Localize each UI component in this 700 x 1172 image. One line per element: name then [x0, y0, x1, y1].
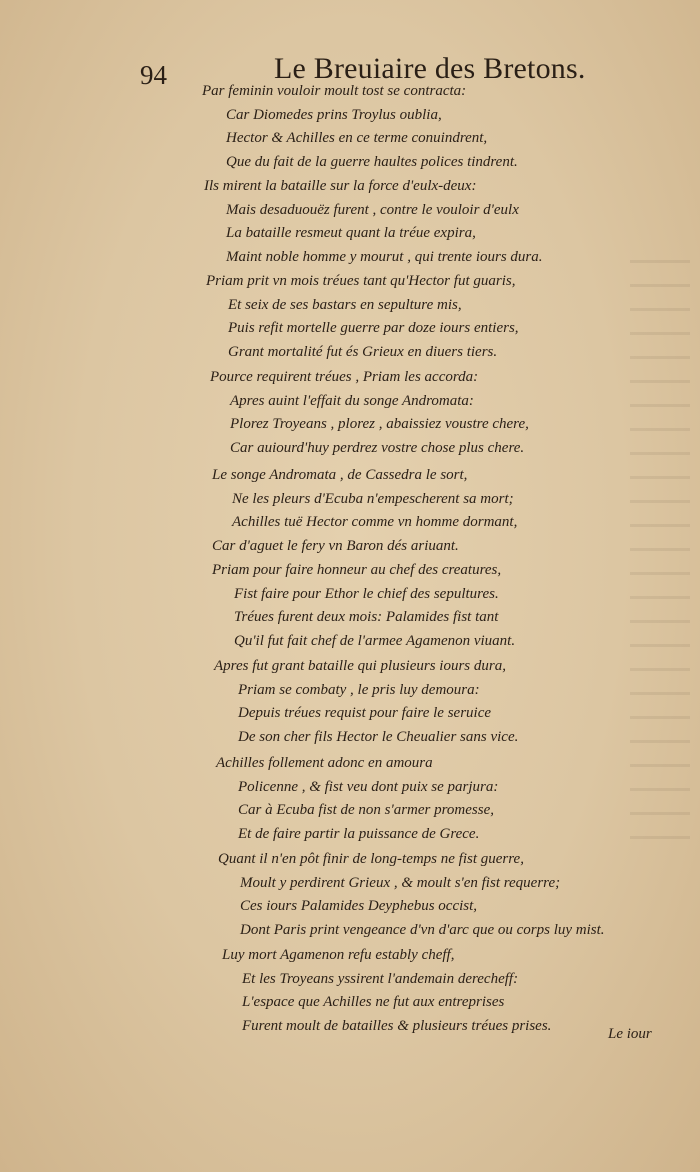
stanza-10 — [0, 944, 700, 1038]
verse-line: Moult y perdirent Grieux , & moult s'en fist requerre; — [240, 874, 561, 891]
verse-line: Qu'il fut fait chef de l'armee Agamenon viuant. — [234, 632, 516, 649]
verse-line: L'espace que Achilles ne fut aux entreprises — [242, 994, 505, 1010]
verse-line: Pource requirent tréues , Priam les accorda: — [210, 369, 479, 385]
verse-line: Dont Paris print vengeance d'vn d'arc que ou corps luy mist. — [240, 921, 605, 938]
running-title: Le Breuiaire des Bretons. — [274, 52, 586, 85]
verse-line: Par feminin vouloir moult tost se contracta: — [202, 83, 467, 99]
verse-line: Achilles follement adonc en amoura — [216, 755, 433, 771]
verse-line: Car d'aguet le fery vn Baron dés ariuant. — [212, 537, 459, 554]
verse-line: De son cher fils Hector le Cheualier sans vice. — [238, 728, 519, 745]
stanza-1 — [0, 80, 700, 174]
verse-line: Policenne , & fist veu dont puix se parjura: — [238, 778, 499, 795]
verse-line: Ne les pleurs d'Ecuba n'empescherent sa mort; — [232, 490, 514, 507]
stanza-9 — [0, 848, 700, 942]
verse-line: La bataille resmeut quant la tréue expira, — [226, 225, 476, 241]
stanza-6 — [0, 559, 700, 653]
verse-line: Puis refit mortelle guerre par doze iours entiers, — [228, 320, 519, 336]
verse-line: Ils mirent la bataille sur la force d'eulx-deux: — [204, 178, 477, 194]
verse-line: Et de faire partir la puissance de Grece. — [238, 825, 480, 842]
verse-line: Et les Troyeans yssirent l'andemain derecheff: — [242, 970, 519, 987]
stanza-8 — [0, 752, 700, 846]
verse-line: Furent moult de batailles & plusieurs tréues prises. — [242, 1017, 552, 1034]
verse-line: Apres auint l'effait du songe Andromata: — [230, 392, 474, 409]
verse-line: Car Diomedes prins Troylus oublia, — [226, 106, 442, 123]
verse-line: Hector & Achilles en ce terme conuindrent, — [226, 130, 488, 146]
verse-line: Fist faire pour Ethor le chief des sepultures. — [234, 585, 499, 602]
verse-line: Le songe Andromata , de Cassedra le sort, — [212, 467, 468, 483]
verse-line: Maint noble homme y mourut , qui trente iours dura. — [226, 248, 543, 265]
verse-line: Plorez Troyeans , plorez , abaissiez voustre chere, — [230, 416, 529, 432]
verse-line: Car à Ecuba fist de non s'armer promesse, — [238, 802, 494, 818]
catchword: Le iour — [608, 1026, 652, 1042]
verse-line: Car auiourd'huy perdrez vostre chose plus chere. — [230, 439, 525, 456]
verse-line: Achilles tuë Hector comme vn homme dormant, — [232, 514, 518, 530]
verse-line: Priam se combaty , le pris luy demoura: — [238, 681, 480, 698]
page-number: 94 — [140, 60, 167, 90]
verse-line: Depuis tréues requist pour faire le seruice — [238, 705, 492, 721]
verse-line: Et seix de ses bastars en sepulture mis, — [228, 296, 462, 313]
stanza-4 — [0, 366, 700, 460]
verse-line: Ces iours Palamides Deyphebus occist, — [240, 898, 478, 914]
verse-line: Grant mortalité fut és Grieux en diuers tiers. — [228, 343, 498, 360]
verse-line: Tréues furent deux mois: Palamides fist tant — [234, 609, 499, 625]
stanza-7 — [0, 655, 700, 749]
verse-line: Luy mort Agamenon refu estably cheff, — [222, 947, 455, 963]
verse-line: Apres fut grant bataille qui plusieurs iours dura, — [214, 658, 506, 674]
verse-line: Quant il n'en pôt finir de long-temps ne fist guerre, — [218, 851, 524, 867]
stanza-5 — [0, 464, 700, 558]
verse-line: Priam pour faire honneur au chef des creatures, — [212, 562, 502, 578]
verse-line: Priam prit vn mois tréues tant qu'Hector fut guaris, — [206, 273, 516, 289]
stanza-3 — [0, 270, 700, 364]
verse-line: Mais desaduouëz furent , contre le vouloir d'eulx — [226, 201, 519, 218]
stanza-2 — [0, 175, 700, 269]
verse-line: Que du fait de la guerre haultes polices tindrent. — [226, 153, 518, 170]
